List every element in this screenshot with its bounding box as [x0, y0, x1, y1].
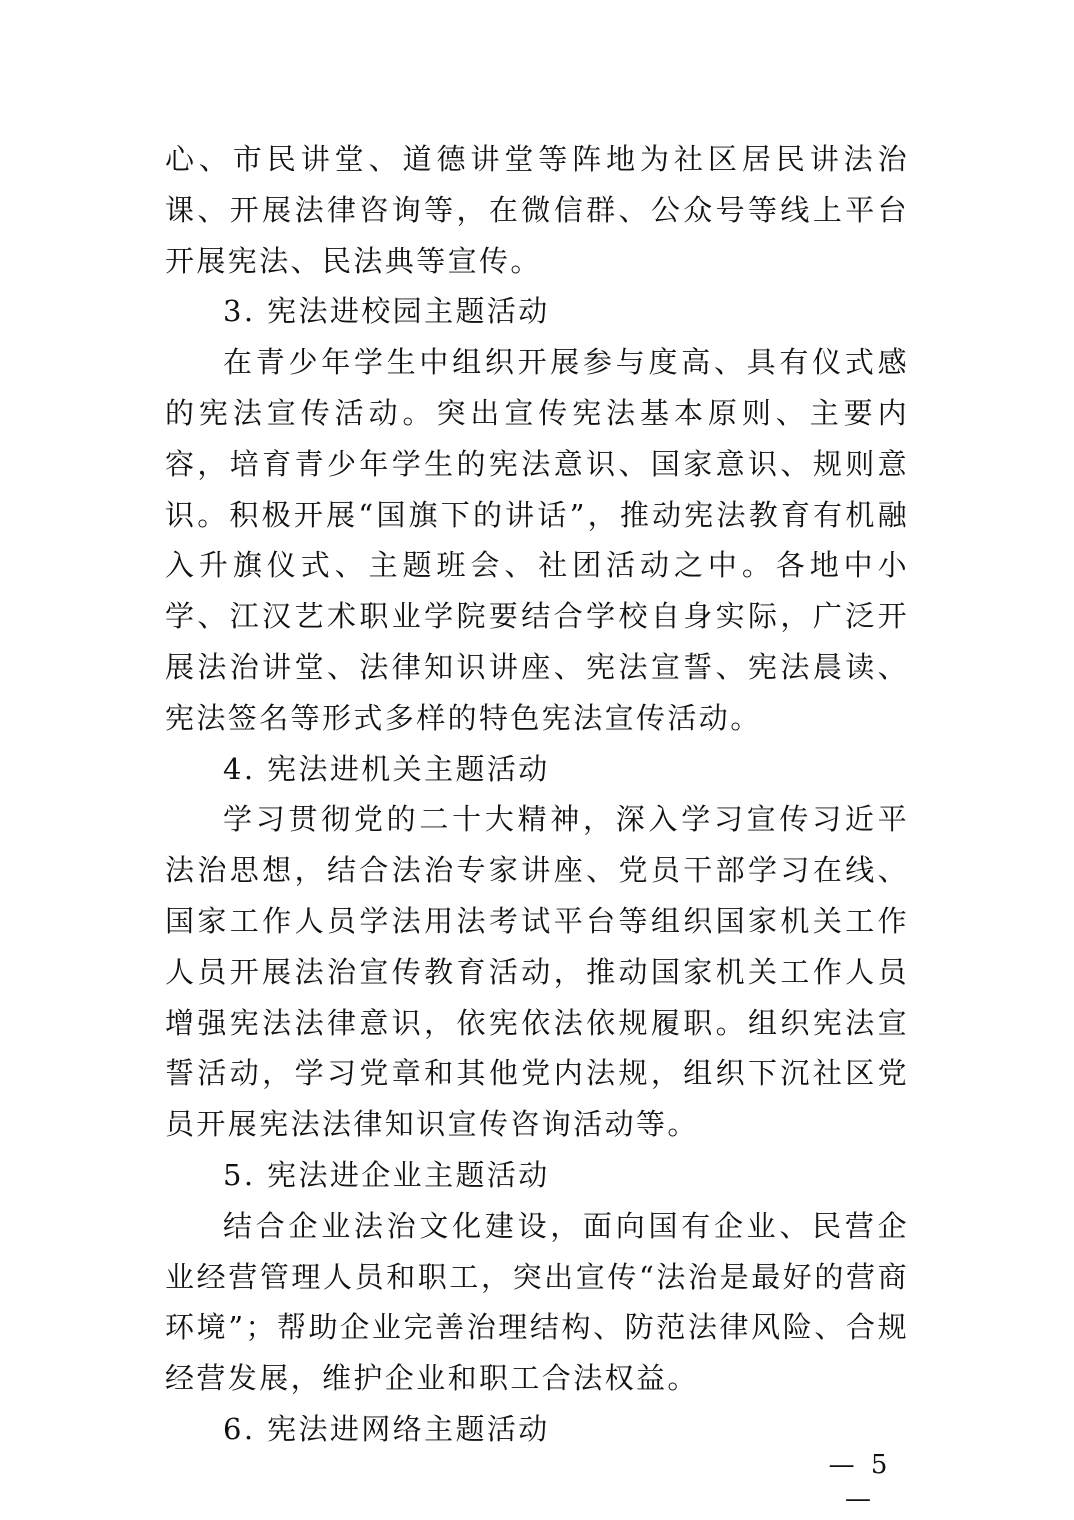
- section-heading-6: 6. 宪法进网络主题活动: [223, 1411, 550, 1446]
- section-paragraph-3: 在青少年学生中组织开展参与度高、具有仪式感的宪法宣传活动。突出宣传宪法基本原则、主要内容，培育青少年学生的宪法意识、国家意识、规则意识。积极开展“国旗下的讲话”，推动宪法教育有机融入升旗仪式、主题班会、社团活动之中。各地中小学、江汉艺术职业学院要结合学校自身实际，广泛开展法治讲堂、法律知识讲座、宪法宣誓、宪法晨读、宪法签名等形式多样的特色宪法宣传活动。: [165, 345, 909, 735]
- continuation-paragraph: 心、市民讲堂、道德讲堂等阵地为社区居民讲法治课、开展法律咨询等，在微信群、公众号等线上平台开展宪法、民法典等宣传。: [165, 142, 909, 278]
- section-paragraph-4: 学习贯彻党的二十大精神，深入学习宣传习近平法治思想，结合法治专家讲座、党员干部学习在线、国家工作人员学法用法考试平台等组织国家机关工作人员开展法治宣传教育活动，推动国家机关工作人员增强宪法法律意识，依宪依法依规履职。组织宪法宣誓活动，学习党章和其他党内法规，组织下沉社区党员开展宪法法律知识宣传咨询活动等。: [165, 802, 909, 1142]
- section-heading-3: 3. 宪法进校园主题活动: [223, 294, 550, 329]
- section-heading-5: 5. 宪法进企业主题活动: [223, 1157, 550, 1192]
- section-heading-4: 4. 宪法进机关主题活动: [223, 751, 550, 786]
- document-body: [165, 134, 909, 1455]
- section-paragraph-5: 结合企业法治文化建设，面向国有企业、民营企业经营管理人员和职工，突出宣传“法治是最好的营商环境”；帮助企业完善治理结构、防范法律风险、合规经营发展，维护企业和职工合法权益。: [165, 1208, 909, 1396]
- page-number: — 5 —: [828, 1450, 892, 1514]
